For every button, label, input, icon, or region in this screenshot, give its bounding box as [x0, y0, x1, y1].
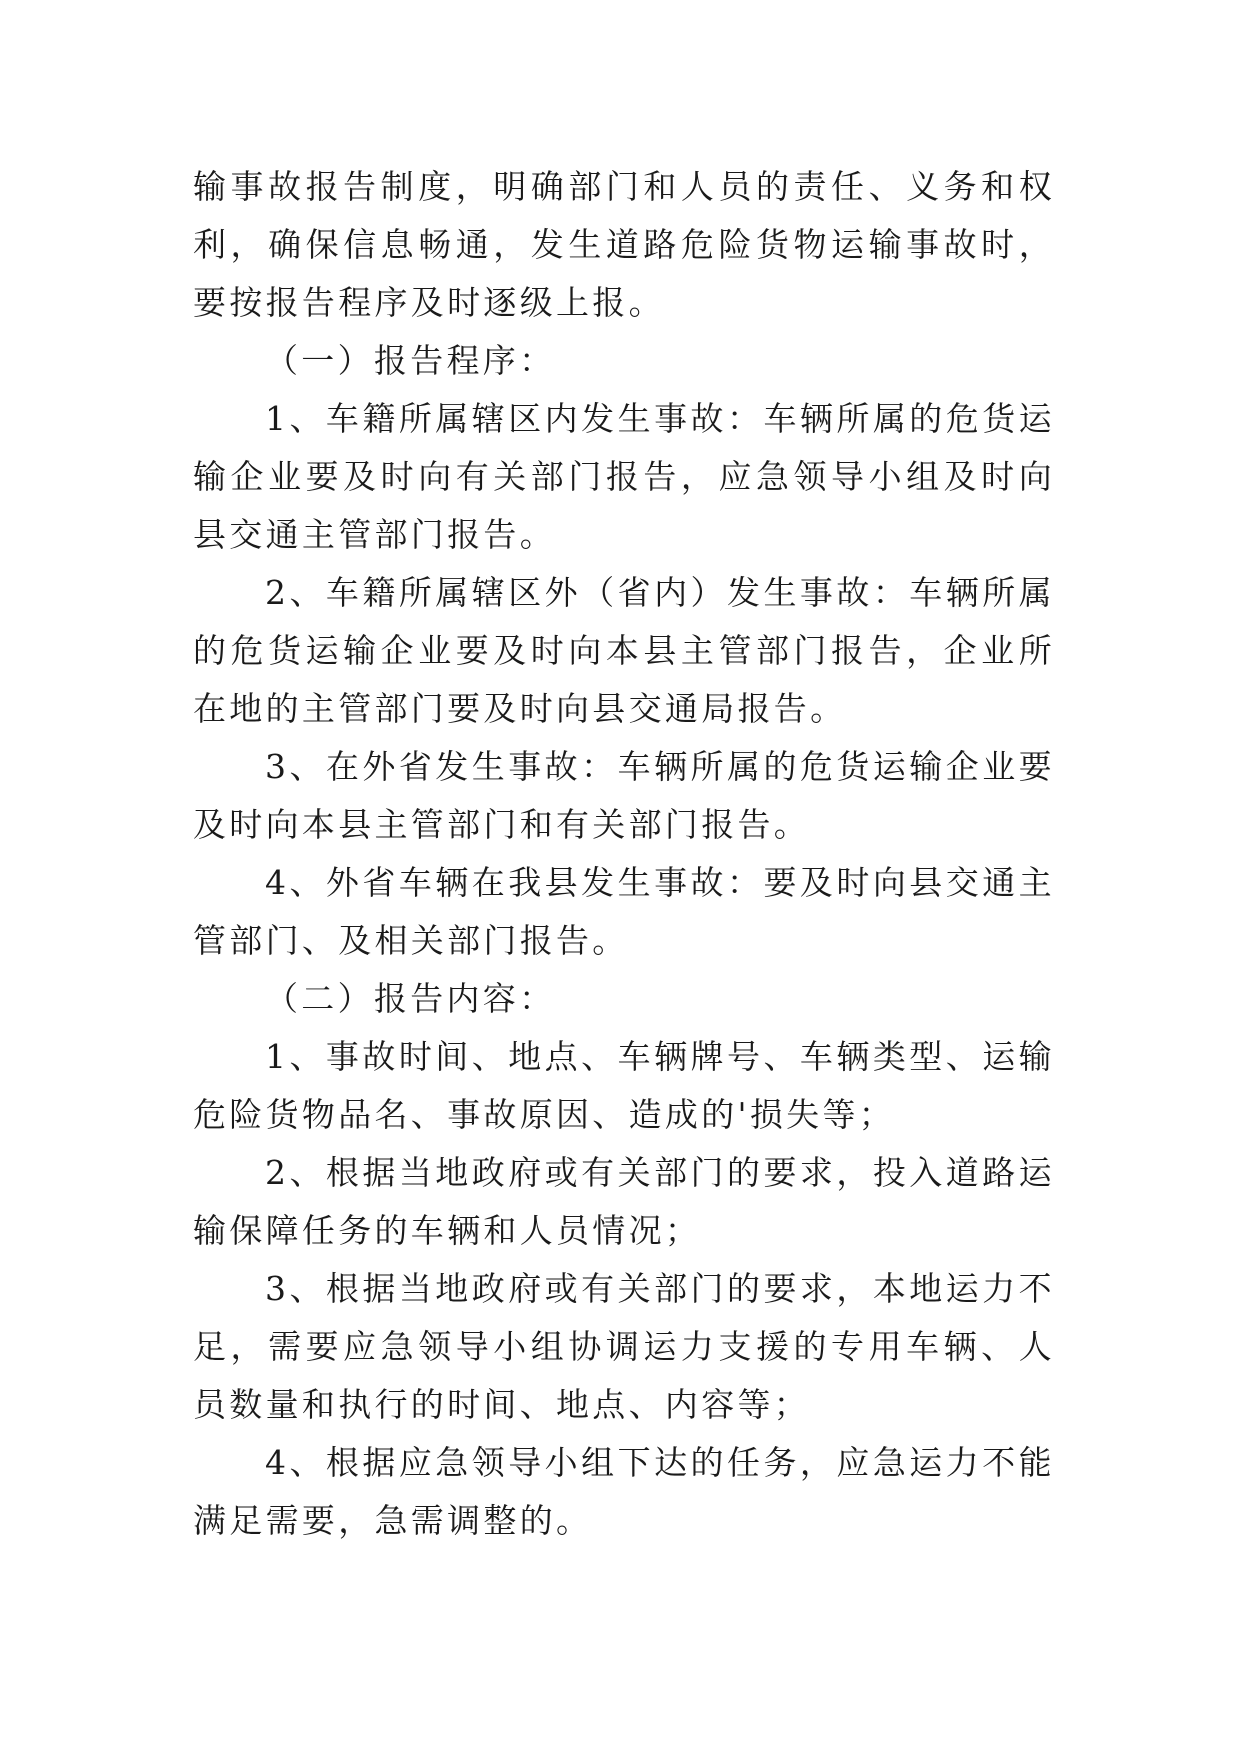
paragraph-content-2: 2、根据当地政府或有关部门的要求，投入道路运输保障任务的车辆和人员情况；	[193, 1153, 1055, 1250]
paragraph-procedure-1: 1、车籍所属辖区内发生事故：车辆所属的危货运输企业要及时向有关部门报告，应急领导小组及时向县交通主管部门报告。	[193, 399, 1055, 554]
paragraph-continuation: 输事故报告制度，明确部门和人员的责任、义务和权利，确保信息畅通，发生道路危险货物运输事故时，要按报告程序及时逐级上报。	[193, 167, 1055, 322]
section-heading-report-content: （二）报告内容：	[265, 979, 556, 1018]
paragraph-procedure-3: 3、在外省发生事故：车辆所属的危货运输企业要及时向本县主管部门和有关部门报告。	[193, 747, 1055, 844]
paragraph-procedure-4: 4、外省车辆在我县发生事故：要及时向县交通主管部门、及相关部门报告。	[193, 863, 1055, 960]
document-body	[193, 158, 1055, 1550]
paragraph-content-3: 3、根据当地政府或有关部门的要求，本地运力不足，需要应急领导小组协调运力支援的专用车辆、人员数量和执行的时间、地点、内容等；	[193, 1269, 1055, 1424]
paragraph-procedure-2: 2、车籍所属辖区外（省内）发生事故：车辆所属的危货运输企业要及时向本县主管部门报告，企业所在地的主管部门要及时向县交通局报告。	[193, 573, 1055, 728]
paragraph-content-1: 1、事故时间、地点、车辆牌号、车辆类型、运输危险货物品名、事故原因、造成的'损失等；	[193, 1037, 1055, 1134]
section-heading-report-procedure: （一）报告程序：	[265, 341, 556, 380]
paragraph-content-4: 4、根据应急领导小组下达的任务，应急运力不能满足需要，急需调整的。	[193, 1443, 1055, 1540]
